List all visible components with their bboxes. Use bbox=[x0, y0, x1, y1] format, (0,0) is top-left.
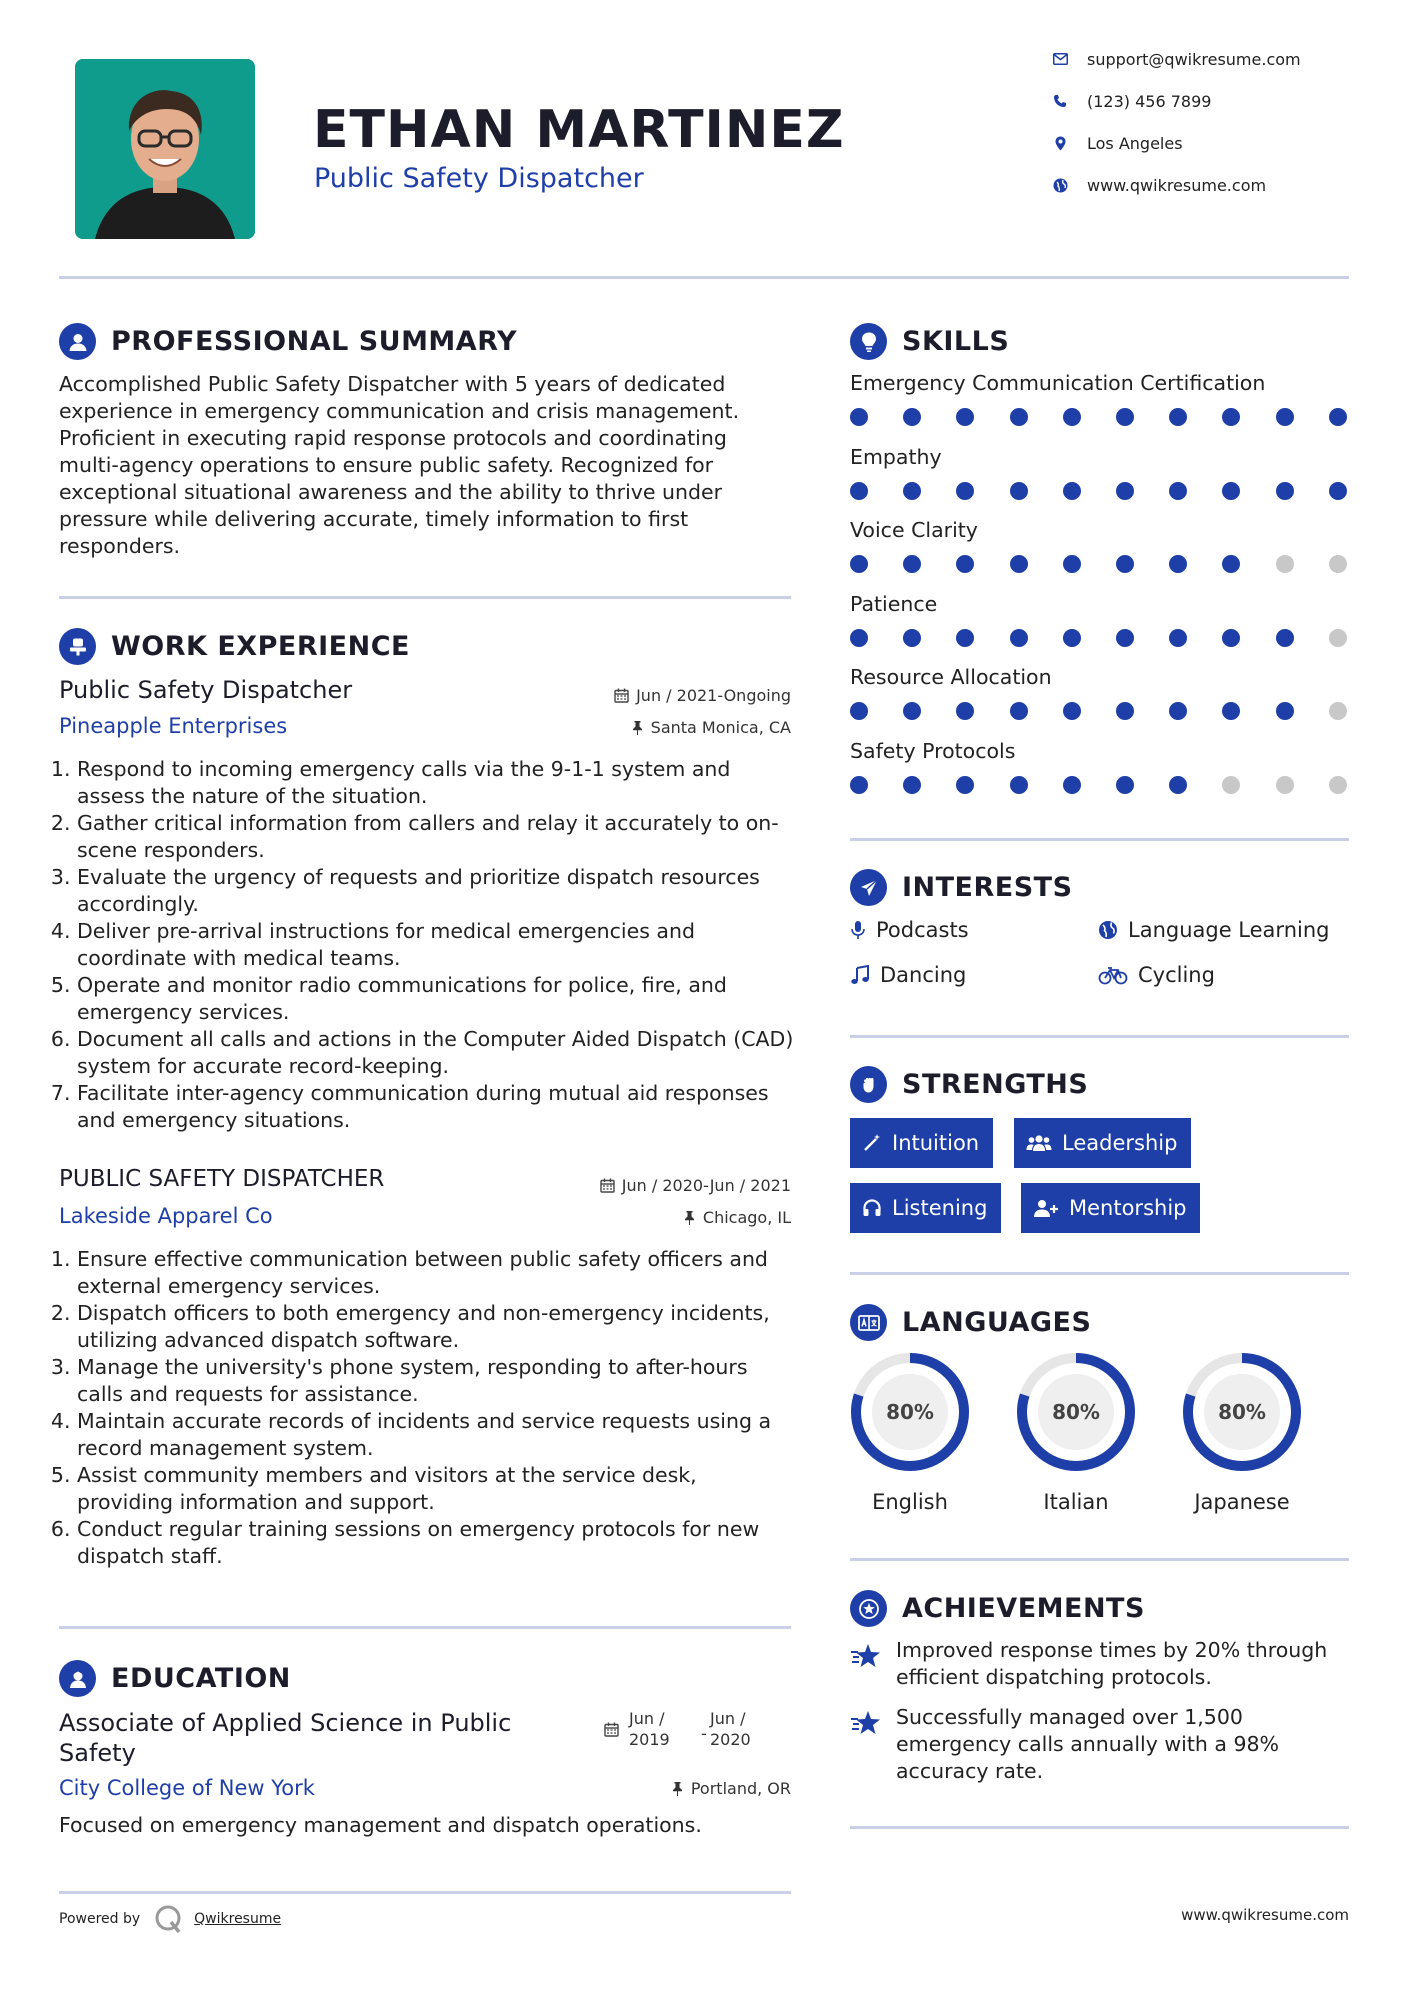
summary-text bbox=[59, 371, 799, 560]
work-heading bbox=[59, 628, 410, 665]
education-end-year: 2020 bbox=[710, 1730, 751, 1749]
map-pin-icon bbox=[1052, 135, 1068, 151]
duty-item: 1. Respond to incoming emergency calls via the 9-1-1 system and assess the nature of the situation. bbox=[77, 756, 799, 810]
skill-dot-filled bbox=[1116, 702, 1134, 720]
skill-dot-filled bbox=[1116, 555, 1134, 573]
skill-dot-filled bbox=[1010, 482, 1028, 500]
education-location-text: Portland, OR bbox=[690, 1779, 791, 1798]
duty-item: 6. Conduct regular training sessions on emergency protocols for new dispatch staff. bbox=[77, 1516, 799, 1570]
headphones-icon bbox=[862, 1198, 882, 1218]
work-divider bbox=[59, 1626, 791, 1629]
language-icon bbox=[850, 1304, 887, 1341]
duty-item: 4. Deliver pre-arrival instructions for medical emergencies and coordinate with medical teams. bbox=[77, 918, 799, 972]
achievement-item bbox=[896, 1637, 1356, 1691]
skill-dot-filled bbox=[850, 555, 868, 573]
strengths-divider bbox=[850, 1272, 1349, 1275]
job-duties bbox=[59, 756, 799, 1134]
language-name: Japanese bbox=[1194, 1490, 1290, 1514]
skill-dot-filled bbox=[1222, 482, 1240, 500]
work-title: WORK EXPERIENCE bbox=[111, 631, 410, 662]
skill-dot-filled bbox=[1169, 482, 1187, 500]
profile-photo bbox=[75, 59, 255, 239]
job-dates bbox=[600, 1176, 791, 1195]
duty-item: 7. Facilitate inter-agency communication during mutual aid responses and emergency situations. bbox=[77, 1080, 799, 1134]
skill-dot-filled bbox=[1116, 629, 1134, 647]
skill-dot-filled bbox=[1169, 629, 1187, 647]
pushpin-icon bbox=[671, 1781, 684, 1796]
qwikresume-logo-icon bbox=[154, 1904, 184, 1934]
pushpin-icon bbox=[631, 720, 644, 735]
skill-dot-filled bbox=[1169, 776, 1187, 794]
skill-dot-filled bbox=[956, 408, 974, 426]
skill-dot-filled bbox=[1276, 482, 1294, 500]
strength-label: Mentorship bbox=[1069, 1196, 1187, 1220]
education-end-date bbox=[710, 1708, 751, 1750]
skill-name: Safety Protocols bbox=[850, 738, 1016, 763]
skill-name: Resource Allocation bbox=[850, 665, 1052, 689]
skill-dot-filled bbox=[1222, 408, 1240, 426]
summary-line: exceptional situational awareness and the ability to thrive under bbox=[59, 480, 723, 504]
interests-heading bbox=[850, 869, 1073, 906]
education-start-year: 2019 bbox=[629, 1730, 670, 1749]
interest-item bbox=[850, 963, 966, 987]
microphone-icon bbox=[850, 920, 866, 940]
strength-badge bbox=[850, 1183, 1001, 1233]
skill-dot-empty bbox=[1276, 776, 1294, 794]
job-dates-text: Jun / 2020-Jun / 2021 bbox=[621, 1176, 791, 1195]
language-name: English bbox=[872, 1490, 948, 1514]
lightbulb-icon bbox=[850, 323, 887, 360]
skill-dot-filled bbox=[1010, 408, 1028, 426]
candidate-title: Public Safety Dispatcher bbox=[314, 163, 644, 194]
job-dates bbox=[614, 686, 791, 705]
skill-dot-filled bbox=[850, 776, 868, 794]
skill-dot-filled bbox=[1063, 555, 1081, 573]
achievements-title: ACHIEVEMENTS bbox=[902, 1593, 1145, 1624]
calendar-icon bbox=[614, 688, 629, 703]
skill-dot-filled bbox=[1169, 702, 1187, 720]
language-progress-ring bbox=[1014, 1350, 1138, 1474]
star-icon bbox=[850, 1643, 882, 1673]
skill-dot-filled bbox=[1063, 482, 1081, 500]
magic-wand-icon bbox=[862, 1133, 882, 1153]
skill-dot-filled bbox=[956, 629, 974, 647]
skill-dot-filled bbox=[1116, 776, 1134, 794]
interest-item bbox=[1098, 963, 1215, 987]
summary-line: experience in emergency communication and crisis management. bbox=[59, 399, 740, 423]
language-percent: 80% bbox=[1218, 1400, 1266, 1424]
skill-dot-filled bbox=[1222, 702, 1240, 720]
summary-line: Accomplished Public Safety Dispatcher with 5 years of dedicated bbox=[59, 372, 726, 396]
skill-dot-filled bbox=[956, 776, 974, 794]
skills-heading bbox=[850, 323, 1009, 360]
strength-badge bbox=[1021, 1183, 1200, 1233]
skill-dot-filled bbox=[903, 408, 921, 426]
strengths-title: STRENGTHS bbox=[902, 1069, 1089, 1100]
skill-name: Voice Clarity bbox=[850, 518, 978, 542]
globe-icon bbox=[1098, 920, 1118, 940]
skill-dot-filled bbox=[1276, 629, 1294, 647]
powered-by-text: Powered by bbox=[59, 1911, 141, 1927]
duty-item: 5. Operate and monitor radio communications for police, fire, and emergency services. bbox=[77, 972, 799, 1026]
interest-label: Language Learning bbox=[1128, 918, 1330, 942]
duty-item: 3. Manage the university's phone system, responding to after-hours calls and requests for assistance. bbox=[77, 1354, 799, 1408]
education-end-month: Jun / bbox=[710, 1709, 746, 1728]
brand-link[interactable]: Qwikresume bbox=[194, 1911, 282, 1927]
skills-divider bbox=[850, 838, 1349, 841]
footer-divider bbox=[59, 1891, 791, 1894]
interest-label: Dancing bbox=[880, 963, 967, 987]
duty-item: 6. Document all calls and actions in the Computer Aided Dispatch (CAD) system for accurate record-keeping. bbox=[77, 1026, 799, 1080]
pushpin-icon bbox=[683, 1210, 696, 1225]
music-note-icon bbox=[850, 965, 870, 985]
skill-dot-filled bbox=[1276, 702, 1294, 720]
interest-label: Podcasts bbox=[876, 918, 969, 942]
interest-item bbox=[1098, 918, 1329, 942]
envelope-icon bbox=[1052, 51, 1068, 67]
skill-dot-filled bbox=[1010, 702, 1028, 720]
skill-dot-filled bbox=[903, 555, 921, 573]
globe-icon bbox=[1052, 177, 1068, 193]
skill-dot-filled bbox=[1063, 629, 1081, 647]
achievement-line: Successfully managed over 1,500 bbox=[896, 1705, 1243, 1729]
summary-line: pressure while delivering accurate, timely information to first bbox=[59, 507, 689, 531]
summary-divider bbox=[59, 596, 791, 599]
interest-label: Cycling bbox=[1138, 963, 1215, 987]
candidate-name: ETHAN MARTINEZ bbox=[313, 100, 845, 160]
skill-dot-filled bbox=[850, 408, 868, 426]
strength-label: Leadership bbox=[1062, 1131, 1178, 1155]
star-icon bbox=[850, 1710, 882, 1740]
education-description: Focused on emergency management and dispatch operations. bbox=[59, 1813, 702, 1837]
education-start-month: Jun / bbox=[629, 1709, 665, 1728]
skill-dot-filled bbox=[1116, 482, 1134, 500]
job-location-text: Santa Monica, CA bbox=[650, 718, 791, 737]
skill-dot-filled bbox=[1169, 555, 1187, 573]
skill-dot-filled bbox=[1116, 408, 1134, 426]
contact-phone-text: (123) 456 7899 bbox=[1087, 91, 1212, 111]
summary-title: PROFESSIONAL SUMMARY bbox=[111, 326, 518, 357]
education-degree-line: Associate of Applied Science in Public bbox=[59, 1709, 512, 1737]
achievements-heading bbox=[850, 1590, 1145, 1627]
skill-dot-filled bbox=[1329, 482, 1347, 500]
summary-line: responders. bbox=[59, 534, 181, 558]
skill-dot-filled bbox=[903, 629, 921, 647]
job-company: Lakeside Apparel Co bbox=[59, 1204, 273, 1228]
summary-line: multi-agency operations to ensure public safety. Recognized for bbox=[59, 453, 714, 477]
contact-website-text: www.qwikresume.com bbox=[1087, 175, 1267, 195]
language-progress-ring bbox=[1180, 1350, 1304, 1474]
achievement-line: efficient dispatching protocols. bbox=[896, 1665, 1212, 1689]
skills-title: SKILLS bbox=[902, 326, 1010, 357]
strength-badge bbox=[1014, 1118, 1191, 1168]
job-dates-text: Jun / 2021-Ongoing bbox=[636, 686, 791, 705]
bicycle-icon bbox=[1098, 965, 1128, 985]
job-location bbox=[631, 718, 791, 737]
skill-dot-filled bbox=[956, 482, 974, 500]
skill-dot-filled bbox=[1010, 555, 1028, 573]
skill-dot-empty bbox=[1276, 555, 1294, 573]
achievement-line: emergency calls annually with a 98% bbox=[896, 1732, 1280, 1756]
education-degree bbox=[59, 1708, 511, 1768]
duty-item: 5. Assist community members and visitors at the service desk, providing information and support. bbox=[77, 1462, 799, 1516]
skill-dot-filled bbox=[956, 702, 974, 720]
user-plus-icon bbox=[1033, 1198, 1059, 1218]
interests-title: INTERESTS bbox=[902, 872, 1073, 903]
skill-name: Empathy bbox=[850, 444, 942, 469]
calendar-icon bbox=[600, 1178, 615, 1193]
education-degree-line: Safety bbox=[59, 1739, 136, 1767]
duty-item: 4. Maintain accurate records of incidents and service requests using a record management system. bbox=[77, 1408, 799, 1462]
skill-dot-empty bbox=[1329, 702, 1347, 720]
skill-dot-filled bbox=[850, 629, 868, 647]
skill-dot-filled bbox=[850, 482, 868, 500]
job-location-text: Chicago, IL bbox=[702, 1208, 791, 1227]
education-school: City College of New York bbox=[59, 1776, 315, 1800]
summary-line: Proficient in executing rapid response protocols and coordinating bbox=[59, 426, 727, 450]
education-heading bbox=[59, 1660, 291, 1697]
language-percent: 80% bbox=[1052, 1400, 1100, 1424]
job-duties bbox=[59, 1246, 799, 1570]
skill-dot-filled bbox=[1329, 408, 1347, 426]
skill-dot-filled bbox=[1276, 408, 1294, 426]
skill-dot-filled bbox=[1063, 408, 1081, 426]
summary-heading bbox=[59, 323, 517, 360]
phone-icon bbox=[1052, 93, 1068, 109]
skill-name: Emergency Communication Certification bbox=[850, 371, 1266, 395]
duty-item: 3. Evaluate the urgency of requests and prioritize dispatch resources accordingly. bbox=[77, 864, 799, 918]
skill-dot-filled bbox=[1222, 629, 1240, 647]
graduation-icon bbox=[59, 1660, 96, 1697]
education-start-date bbox=[629, 1708, 670, 1750]
job-company: Pineapple Enterprises bbox=[59, 714, 288, 738]
skill-dot-filled bbox=[1169, 408, 1187, 426]
strength-label: Listening bbox=[892, 1196, 988, 1220]
briefcase-icon bbox=[59, 628, 96, 665]
star-badge-icon bbox=[850, 1590, 887, 1627]
skill-dot-filled bbox=[903, 482, 921, 500]
achievement-item bbox=[896, 1704, 1356, 1785]
languages-divider bbox=[850, 1558, 1349, 1561]
strengths-heading bbox=[850, 1066, 1088, 1103]
skill-dot-empty bbox=[1329, 776, 1347, 794]
education-location bbox=[671, 1779, 791, 1798]
job-role: PUBLIC SAFETY DISPATCHER bbox=[59, 1166, 385, 1192]
language-progress-ring bbox=[848, 1350, 972, 1474]
language-name: Italian bbox=[1043, 1490, 1109, 1514]
interests-divider bbox=[850, 1035, 1349, 1038]
skill-dot-filled bbox=[1063, 776, 1081, 794]
user-icon bbox=[59, 323, 96, 360]
interest-item bbox=[850, 918, 969, 942]
users-icon bbox=[1026, 1133, 1052, 1153]
skill-dot-filled bbox=[956, 555, 974, 573]
skill-dot-empty bbox=[1329, 629, 1347, 647]
skill-dot-filled bbox=[1010, 629, 1028, 647]
fist-icon bbox=[850, 1066, 887, 1103]
header-divider bbox=[59, 276, 1349, 279]
achievement-line: accuracy rate. bbox=[896, 1759, 1044, 1783]
skill-dot-filled bbox=[1222, 555, 1240, 573]
education-title: EDUCATION bbox=[111, 1663, 291, 1694]
strength-badge bbox=[850, 1118, 993, 1168]
skill-name: Patience bbox=[850, 591, 938, 616]
job-role: Public Safety Dispatcher bbox=[59, 676, 353, 704]
contact-location-text: Los Angeles bbox=[1087, 133, 1183, 153]
languages-title: LANGUAGES bbox=[902, 1307, 1092, 1338]
calendar-icon bbox=[604, 1722, 619, 1741]
skill-dot-filled bbox=[850, 702, 868, 720]
duty-item: 2. Gather critical information from callers and relay it accurately to on-scene responders. bbox=[77, 810, 799, 864]
skill-dot-filled bbox=[903, 702, 921, 720]
achievement-line: Improved response times by 20% through bbox=[896, 1638, 1328, 1662]
skill-dot-filled bbox=[1063, 702, 1081, 720]
skill-dot-filled bbox=[1010, 776, 1028, 794]
language-percent: 80% bbox=[886, 1400, 934, 1424]
achievements-divider bbox=[850, 1826, 1349, 1829]
job-location bbox=[683, 1208, 791, 1227]
skill-dot-filled bbox=[903, 776, 921, 794]
contact-email-text: support@qwikresume.com bbox=[1087, 49, 1301, 69]
paper-plane-icon bbox=[850, 869, 887, 906]
duty-item: 2. Dispatch officers to both emergency and non-emergency incidents, utilizing advanced dispatch software. bbox=[77, 1300, 799, 1354]
footer-url[interactable]: www.qwikresume.com bbox=[1181, 1906, 1349, 1924]
education-date-dash: - bbox=[701, 1724, 707, 1743]
languages-heading bbox=[850, 1304, 1091, 1341]
strength-label: Intuition bbox=[892, 1131, 980, 1155]
powered-by bbox=[59, 1904, 281, 1934]
skill-dot-empty bbox=[1329, 555, 1347, 573]
skill-dot-empty bbox=[1222, 776, 1240, 794]
duty-item: 1. Ensure effective communication between public safety officers and external emergency services. bbox=[77, 1246, 799, 1300]
